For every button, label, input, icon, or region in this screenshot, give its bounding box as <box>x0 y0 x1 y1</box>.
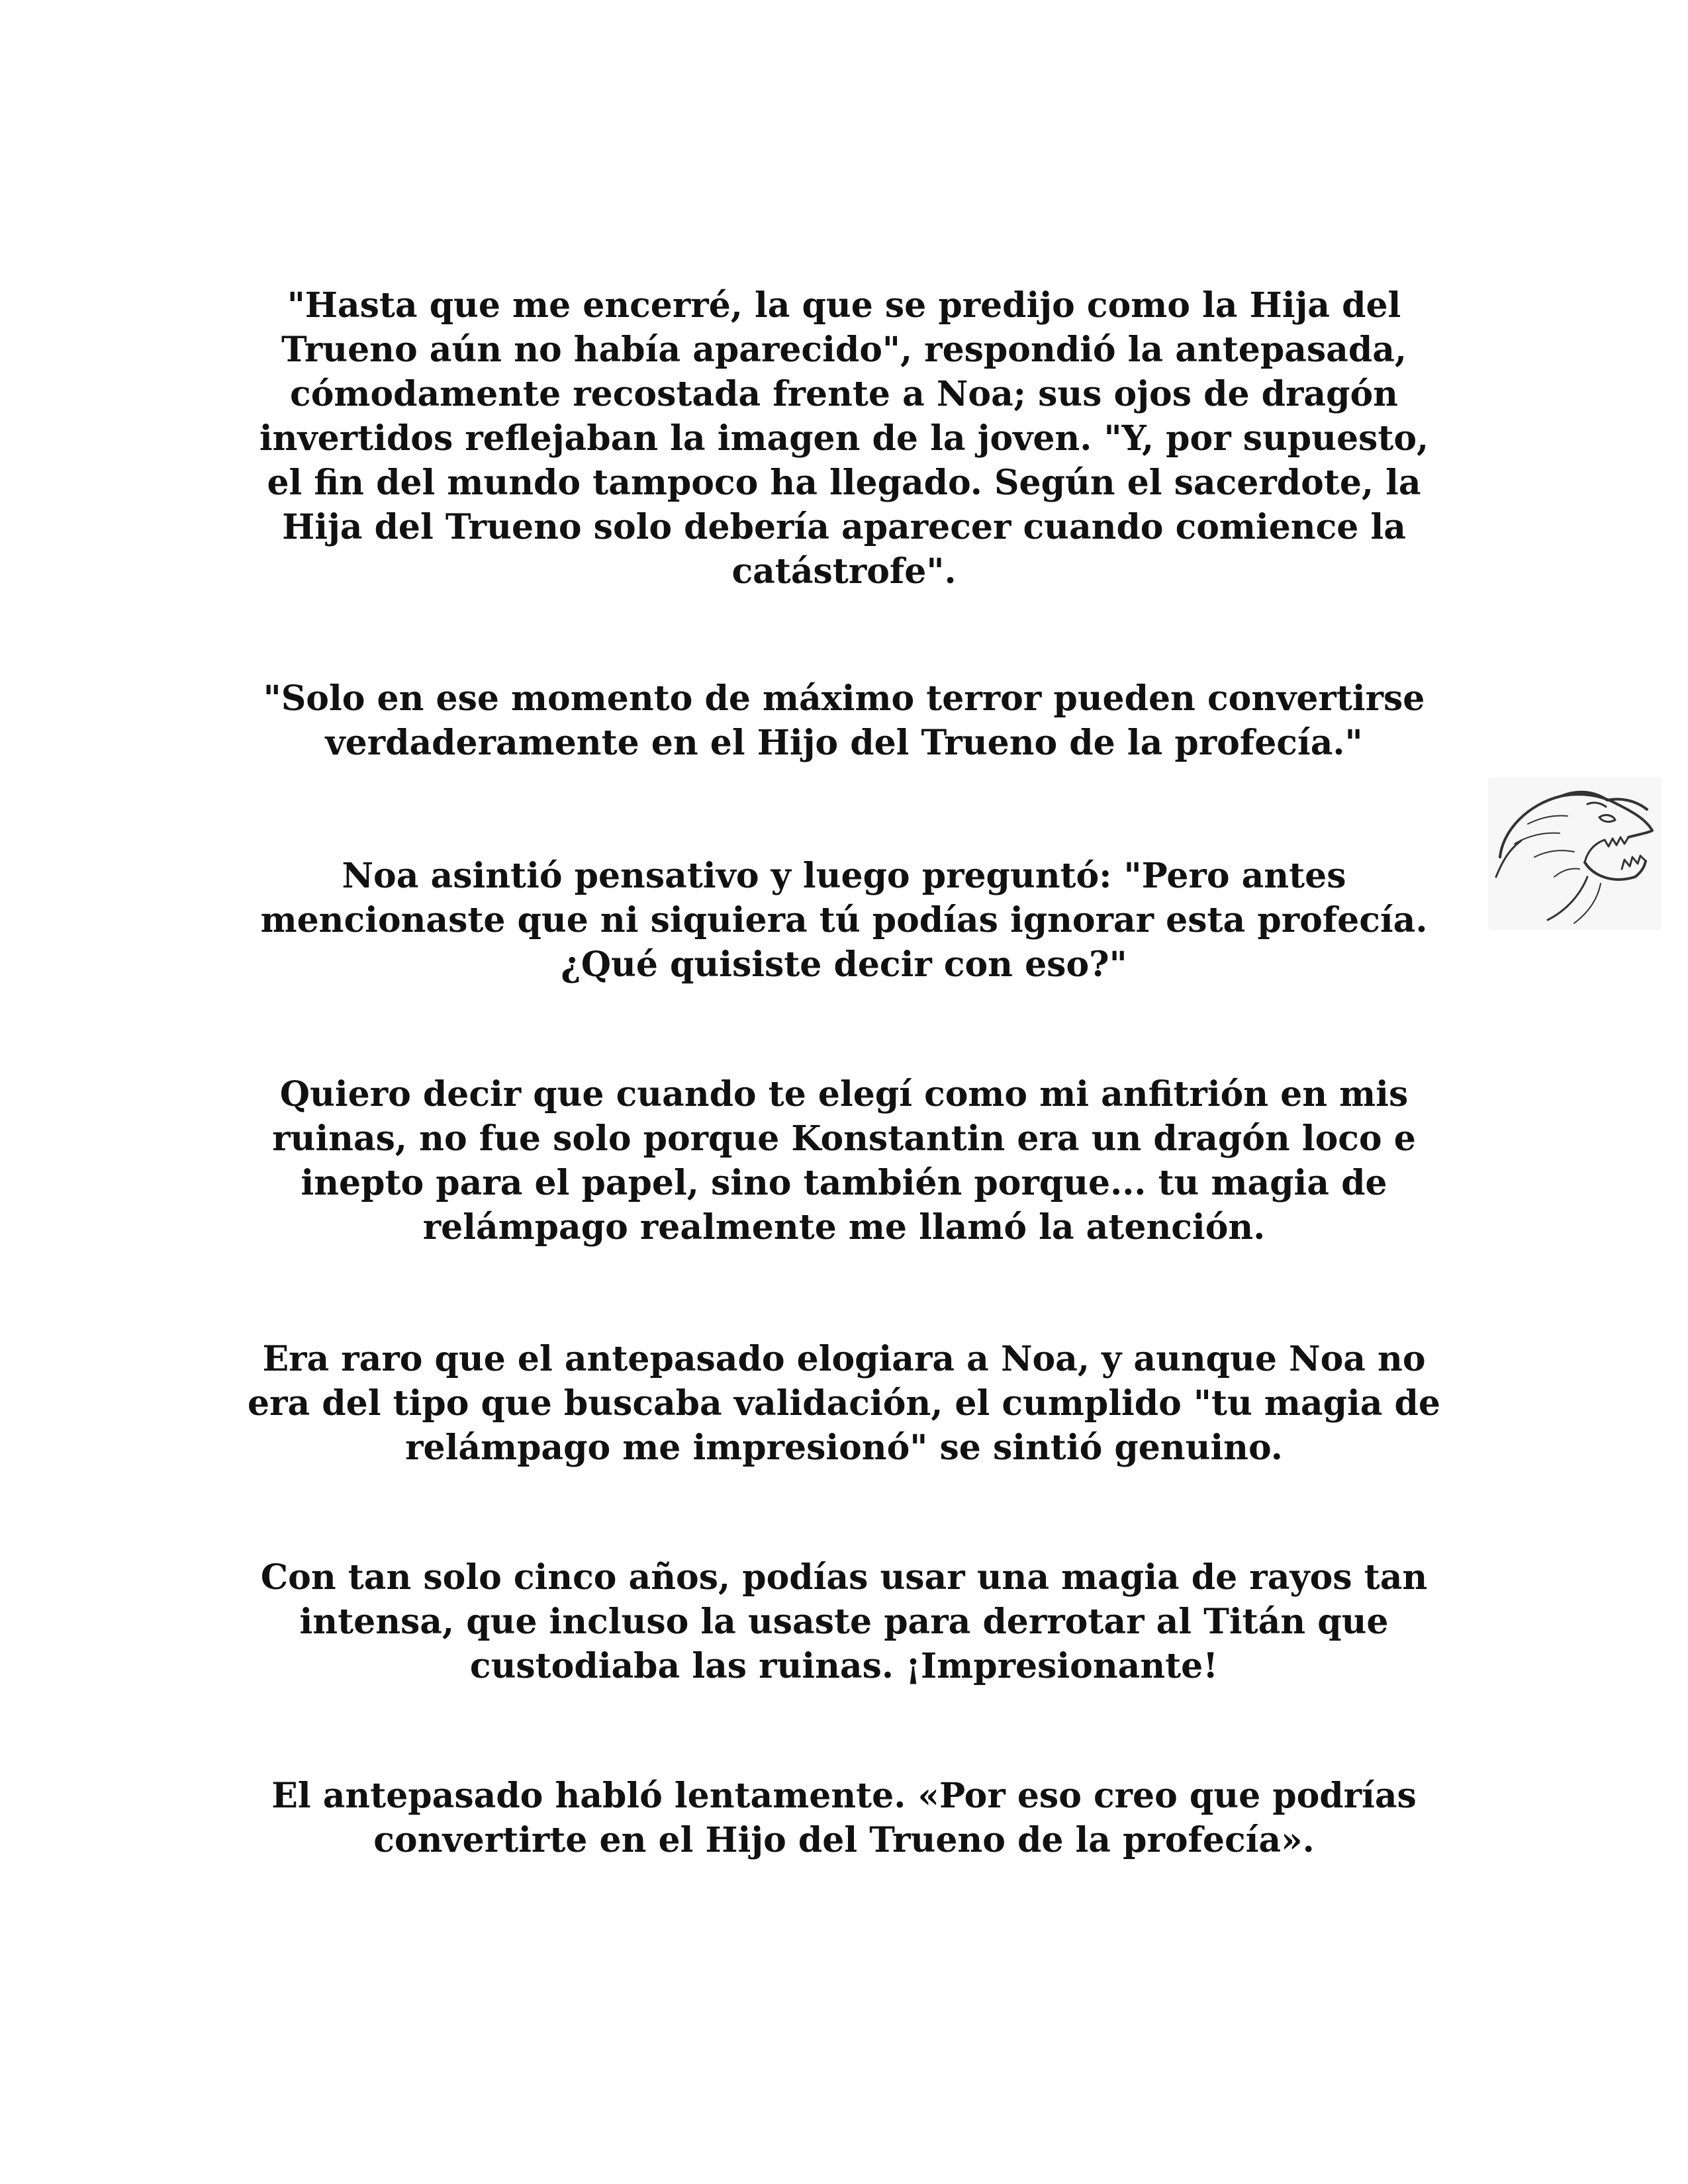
paragraph-7: El antepasado habló lentamente. «Por eso creo que podrías convertirte en el Hijo del Trueno de la profecía». <box>271 1776 1417 1860</box>
paragraph-3: Noa asintió pensativo y luego preguntó: "Pero antes mencionaste que ni siquiera tú podías ignorar esta profecía. ¿Qué quisiste decir con eso?" <box>260 856 1428 985</box>
paragraph-1: "Hasta que me encerré, la que se predijo como la Hija del Trueno aún no había aparecido", respondió la antepasada, cómodamente recostada frente a Noa; sus ojos de dragón invertidos reflejaban la imagen de la joven. "Y, por supuesto, el fin del mundo tampoco ha llegado. Según el sacerdote, la Hija del Trueno solo debería aparecer cuando comience la catástrofe". <box>259 285 1429 592</box>
dragon-head-icon <box>1488 778 1662 930</box>
paragraph-6: Con tan solo cinco años, podías usar una magia de rayos tan intensa, que incluso la usaste para derrotar al Titán que custodiaba las ruinas. ¡Impresionante! <box>260 1557 1428 1686</box>
paragraph-2: "Solo en ese momento de máximo terror pueden convertirse verdaderamente en el Hijo del Trueno de la profecía." <box>263 678 1425 763</box>
paragraph-5: Era raro que el antepasado elogiara a Noa, y aunque Noa no era del tipo que buscaba validación, el cumplido "tu magia de relámpago me impresionó" se sintió genuino. <box>248 1339 1440 1468</box>
paragraph-4: Quiero decir que cuando te elegí como mi anfitrión en mis ruinas, no fue solo porque Konstantin era un dragón loco e inepto para el papel, sino también porque... tu magia de relámpago realmente me llamó la atención. <box>272 1074 1416 1248</box>
